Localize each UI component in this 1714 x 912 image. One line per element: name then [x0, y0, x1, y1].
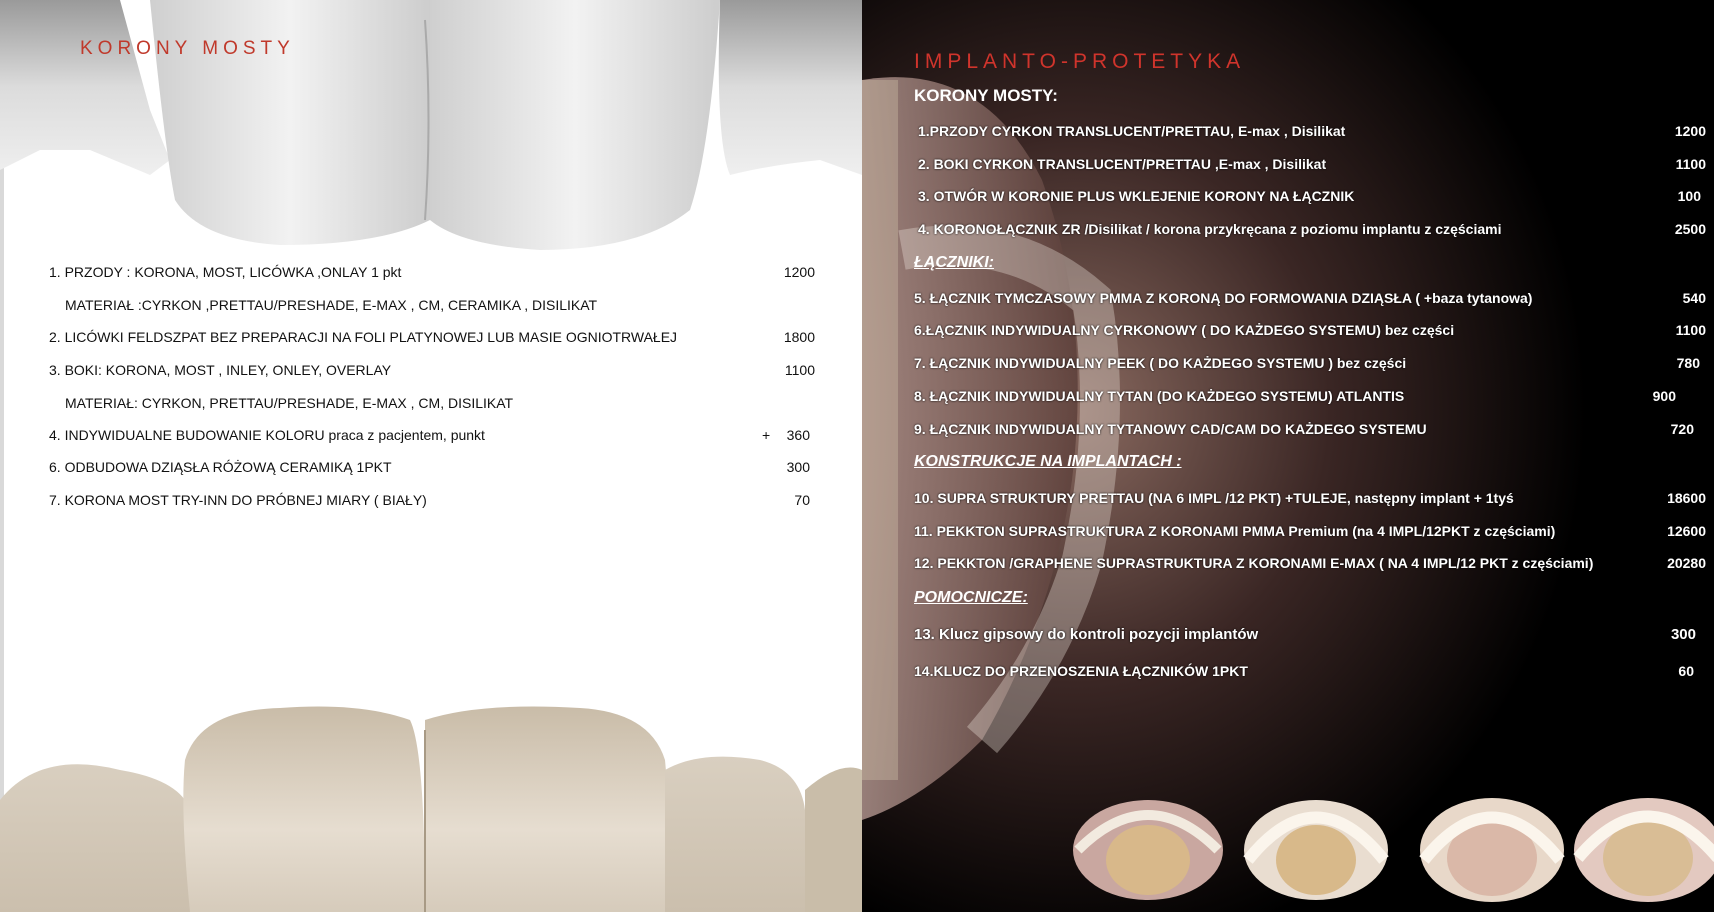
model-thumbnail: [1068, 780, 1228, 908]
price-row: 10. SUPRA STRUKTURY PRETTAU (NA 6 IMPL /12 PKT) +TULEJE, następny implant + 1tyś 18600: [914, 490, 1706, 506]
price-row: 1.PRZODY CYRKON TRANSLUCENT/PRETTAU, E-max , Disilikat 1200: [918, 123, 1706, 139]
section-title-abutments: ŁĄCZNIKI:: [914, 254, 994, 271]
section-title-crowns: KORONY MOSTY:: [914, 86, 1058, 105]
material-row: MATERIAŁ :CYRKON ,PRETTAU/PRESHADE, E-MAX , CM, CERAMIKA , DISILIKAT: [65, 297, 598, 313]
front-teeth-photo-bottom: [0, 690, 862, 912]
price-row: 5. ŁĄCZNIK TYMCZASOWY PMMA Z KORONĄ DO FORMOWANIA DZIĄSŁA ( +baza tytanowa) 540: [914, 290, 1706, 306]
price-row: 2. BOKI CYRKON TRANSLUCENT/PRETTAU ,E-max , Disilikat 1100: [918, 156, 1706, 172]
section-title-constructions: KONSTRUKCJE NA IMPLANTACH :: [914, 453, 1182, 470]
price-row: 1. PRZODY : KORONA, MOST, LICÓWKA ,ONLAY 1 pkt 1200: [49, 264, 815, 280]
price-row: 14.KLUCZ DO PRZENOSZENIA ŁĄCZNIKÓW 1PKT 60: [914, 663, 1694, 679]
price-row: 4. INDYWIDUALNE BUDOWANIE KOLORU praca z pacjentem, punkt + 360: [49, 427, 810, 443]
price-row: 9. ŁĄCZNIK INDYWIDUALNY TYTANOWY CAD/CAM DO KAŻDEGO SYSTEMU 720: [914, 421, 1694, 437]
price-row: 2. LICÓWKI FELDSZPAT BEZ PREPARACJI NA FOLI PLATYNOWEJ LUB MASIE OGNIOTRWAŁEJ 1800: [49, 329, 815, 345]
price-row: 6.ŁĄCZNIK INDYWIDUALNY CYRKONOWY ( DO KAŻDEGO SYSTEMU) bez części 1100: [914, 322, 1706, 338]
price-row: 11. PEKKTON SUPRASTRUKTURA Z KORONAMI PMMA Premium (na 4 IMPL/12PKT z częściami) 12600: [914, 523, 1706, 539]
price-row: 6. ODBUDOWA DZIĄSŁA RÓŻOWĄ CERAMIKĄ 1PKT 300: [49, 459, 810, 475]
model-thumbnail: [1236, 780, 1396, 908]
price-row: 13. Klucz gipsowy do kontroli pozycji implantów 300: [914, 626, 1696, 643]
price-row: 12. PEKKTON /GRAPHENE SUPRASTRUKTURA Z KORONAMI E-MAX ( NA 4 IMPL/12 PKT z częściami) 20280: [914, 555, 1706, 571]
right-heading: IMPLANTO-PROTETYKA: [914, 50, 1246, 73]
price-row: 3. OTWÓR W KORONIE PLUS WKLEJENIE KORONY NA ŁĄCZNIK 100: [918, 188, 1701, 204]
price-row: 3. BOKI: KORONA, MOST , INLEY, ONLEY, OVERLAY 1100: [49, 362, 815, 378]
price-row: 4. KORONOŁĄCZNIK ZR /Disilikat / korona przykręcana z poziomu implantu z częściami 2500: [918, 221, 1706, 237]
right-page: [862, 0, 1714, 912]
model-thumbnail: [1412, 780, 1572, 908]
price-row: 7. ŁĄCZNIK INDYWIDUALNY PEEK ( DO KAŻDEGO SYSTEMU ) bez części 780: [914, 355, 1700, 371]
left-heading: KORONY MOSTY: [80, 38, 295, 59]
model-thumbnail: [1568, 780, 1714, 908]
price-row: 7. KORONA MOST TRY-INN DO PRÓBNEJ MIARY ( BIAŁY) 70: [49, 492, 810, 508]
material-row: MATERIAŁ: CYRKON, PRETTAU/PRESHADE, E-MAX , CM, DISILIKAT: [65, 395, 514, 411]
section-title-aids: POMOCNICZE:: [914, 589, 1028, 606]
price-row: 8. ŁĄCZNIK INDYWIDUALNY TYTAN (DO KAŻDEGO SYSTEMU) ATLANTIS 900: [914, 388, 1676, 404]
